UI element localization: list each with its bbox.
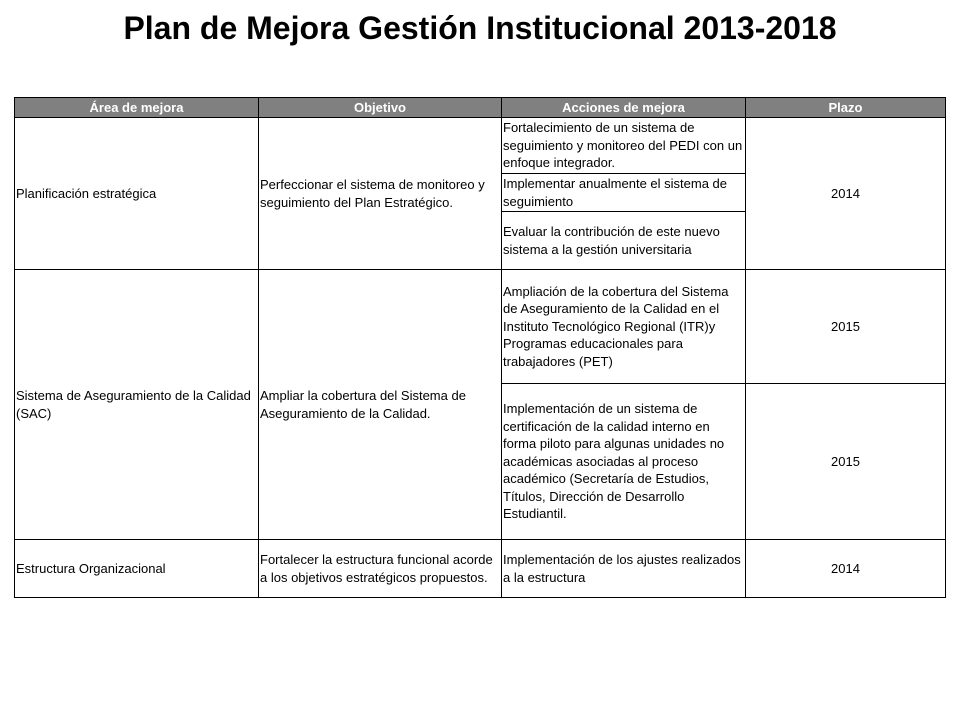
header-plazo: Plazo [746,98,946,118]
header-area: Área de mejora [15,98,259,118]
table-row [15,540,946,598]
header-acciones: Acciones de mejora [502,98,746,118]
plazo-cell: 2014 [746,540,946,598]
accion-cell: Fortalecimiento de un sistema de seguimiento y monitoreo del PEDI con un enfoque integrador. [502,118,746,174]
table-row [15,118,946,174]
objetivo-cell: Fortalecer la estructura funcional acorde a los objetivos estratégicos propuestos. [259,540,502,598]
area-cell: Sistema de Aseguramiento de la Calidad (SAC) [15,270,259,540]
plazo-cell: 2015 [746,384,946,540]
plazo-cell: 2014 [746,118,946,270]
objetivo-cell: Ampliar la cobertura del Sistema de Aseguramiento de la Calidad. [259,270,502,540]
header-objetivo: Objetivo [259,98,502,118]
area-cell: Planificación estratégica [15,118,259,270]
table-header-row [15,98,946,118]
accion-cell: Implementación de los ajustes realizados a la estructura [502,540,746,598]
table-row [15,270,946,384]
accion-cell: Evaluar la contribución de este nuevo sistema a la gestión universitaria [502,212,746,270]
accion-cell: Ampliación de la cobertura del Sistema de Aseguramiento de la Calidad en el Instituto Tecnológico Regional (ITR)y Programas educacionales para trabajadores (PET) [502,270,746,384]
page-title: Plan de Mejora Gestión Institucional 2013-2018 [123,10,837,46]
objetivo-cell: Perfeccionar el sistema de monitoreo y seguimiento del Plan Estratégico. [259,118,502,270]
accion-cell: Implementación de un sistema de certificación de la calidad interno en forma piloto para algunas unidades no académicas asociadas al proceso académico (Secretaría de Estudios, Títulos, Dirección de Desarrollo Estudiantil. [502,384,746,540]
accion-cell: Implementar anualmente el sistema de seguimiento [502,174,746,212]
plazo-cell: 2015 [746,270,946,384]
area-cell: Estructura Organizacional [15,540,259,598]
improvement-plan-table [14,97,946,598]
